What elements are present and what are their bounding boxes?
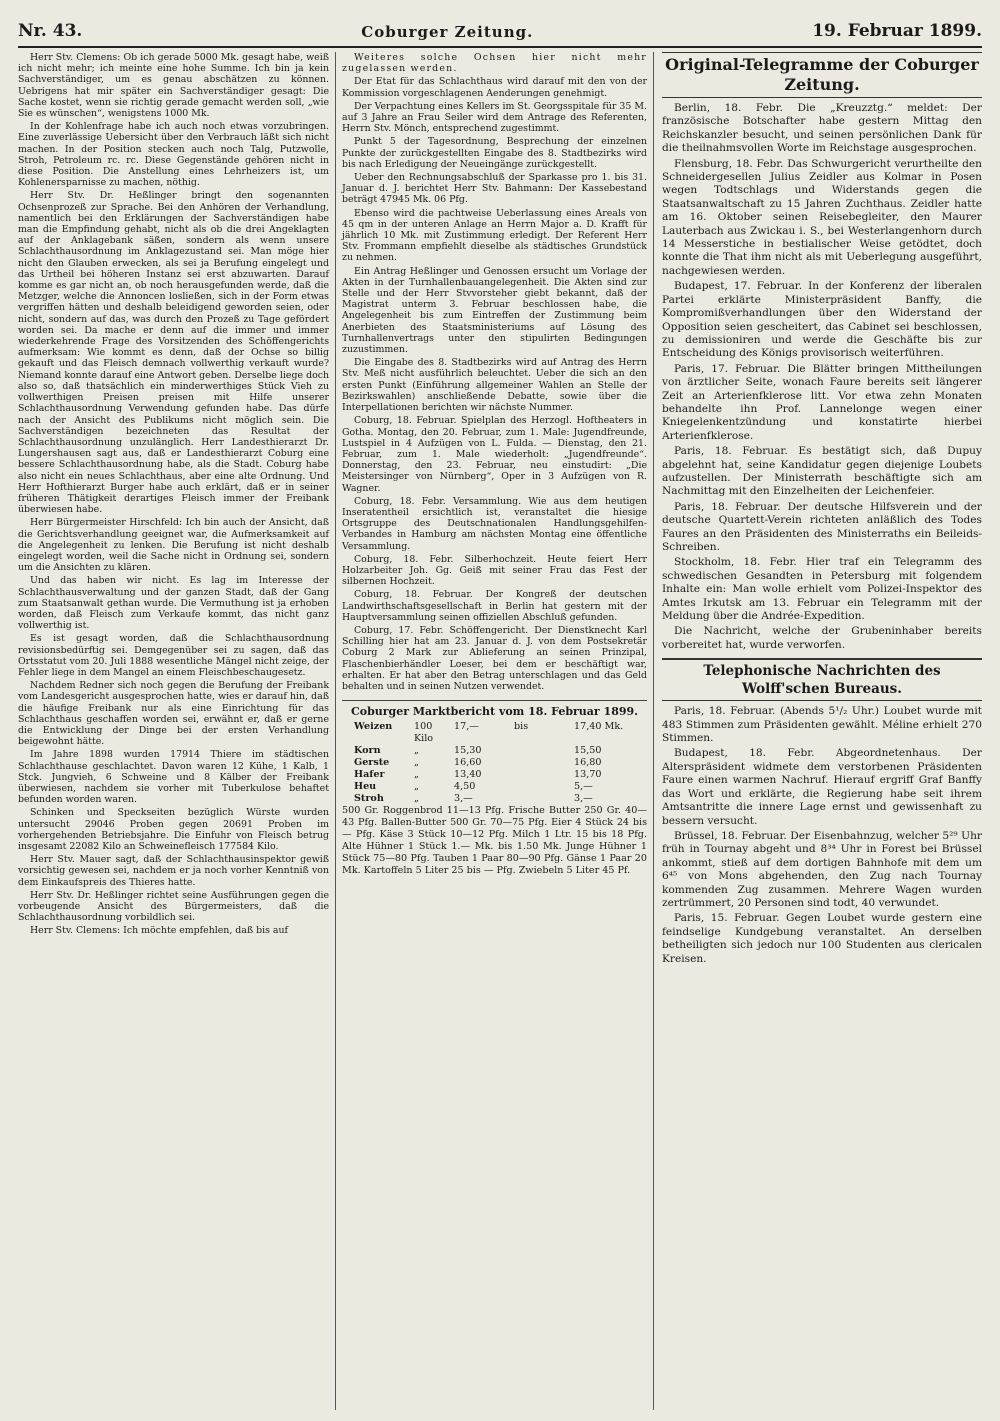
article-paragraph: Herr Stv. Clemens: Ich möchte empfehlen, daß bis auf (30, 925, 288, 937)
market-cell: „ (414, 745, 419, 757)
market-cell: 100 Kilo (414, 721, 434, 745)
market-row (342, 757, 647, 769)
market-cell (514, 793, 574, 805)
market-cell: „ (414, 757, 419, 769)
phone-news-item: Paris, 15. Februar. Gegen Loubet wurde gestern eine feindselige Kundgebung veranstaltet. An derselben betheiligten sich jedoch nur 100 Studenten aus clericalen Kreisen. (662, 912, 982, 965)
phone-news-item: Budapest, 18. Febr. Abgeordnetenhaus. Der Alterspräsident widmete dem verstorbenen Präsidenten Faure einen warmen Nachruf. Hierauf ergriff Graf Banffy das Wort und erklärte, die Regierung habe seit ihrem Amtsantritte die innere Lage ernst und gewissenhaft zu bessern versucht. (662, 747, 982, 827)
telegram-item: Budapest, 17. Februar. In der Konferenz der liberalen Partei erklärte Ministerpräsident Banffy, die Kompromißverhandlungen über den Widerstand der Opposition seien gescheitert, das Cabinet sei beschlossen, zu demissioniren und werde die Geschäfte bis zur Entscheidung des Königs provisorisch weiterführen. (662, 280, 982, 360)
telegram-item: Paris, 18. Februar. Es bestätigt sich, daß Dupuy abgelehnt hat, seine Kandidatur gegen diejenige Loubets aufzustellen. Der Ministerrath beschäftigte sich am Nachmittag mit den Einzelheiten der Leichenfeier. (662, 445, 982, 498)
market-report-title: Coburger Marktbericht vom 18. Februar 1899. (350, 705, 638, 719)
market-cell: 3,— (454, 793, 473, 805)
market-cell: Gerste (354, 757, 390, 769)
market-cell: 15,30 (454, 745, 482, 757)
article-paragraph: Es ist gesagt worden, daß die Schlachthausordnung revisionsbedürftig sei. Demgegenüber sei zu sagen, daß das Ortsstatut vom 20. Juli 1888 wesentliche Mängel nicht zeige, der Fehler liege in dem Mangel an einem Fleischbeschaugesetz. (18, 633, 329, 678)
article-paragraph: Und das haben wir nicht. Es lag im Interesse der Schlachthausverwaltung und der ganzen Stadt, daß der Gang zum Staatsanwalt gethan wurde. Die Vermuthung ist ja erhoben worden, daß Fleisch zum Verkaufe kommt, das nicht ganz vollwerthig ist. (18, 575, 329, 632)
market-cell (514, 757, 574, 769)
telegram-item: Flensburg, 18. Febr. Das Schwurgericht verurtheilte den Schneidergesellen Julius Zeidler aus Kolmar in Posen wegen Todtschlags und Widerstands gegen die Staatsanwaltschaft zu 15 Jahren Zuchthaus. Zeidler hatte am 16. Oktober seinen Reisebegleiter, den Maurer Lauterbach aus Zwickau i. S., bei Westerlangenhorn durch 14 Messerstiche in bestialischer Weise getödtet, doch konnte die That ihm nicht als mit Ueberlegung ausgeführt, nachgewiesen werden. (662, 157, 982, 277)
column-1 (18, 52, 336, 1410)
telegram-item: Paris, 18. Februar. Der deutsche Hilfsverein und der deutsche Quartett-Verein richteten anläßlich des Todes Faures an den Präsidenten des Ministerraths ein Beileids-Schreiben. (662, 500, 982, 553)
issue-date: 19. Februar 1899. (812, 21, 982, 41)
article-paragraph: Herr Stv. Dr. Heßlinger bringt den sogenannten Ochsenprozeß zur Sprache. Bei den Anhören der Verhandlung, namentlich bei den Erklärungen der Sachverständigen habe man die Empfindung gehabt, nicht als ob die drei Angeklagten auf der Anklagebank säßen, sondern als wenn unsere Schlachthausordnung im Anklagezustand sei. Man möge hier nicht den Glauben erwecken, als sei ja Berufung eingelegt und das Urtheil bei höheren Instanz sei erst abzuwarten. Darauf komme es gar nicht an, ob noch herausgefunden werde, daß die Metzger, welche die Annoncen losließen, sich in der Form etwas vergriffen hätten und deshalb beleidigend geworden seien, oder nicht, sondern auf das, was durch den Prozeß zu Tage gefördert worden sei. Da mache er denn auf die immer und immer wiederkehrende Frage des Vorsitzenden des Schöffengerichts aufmerksam: Wie kommt es denn, daß der Ochse so billig gekauft und das Fleisch demnach vollwerthig verkauft wurde? Niemand konnte darauf eine Antwort geben. Derselbe liege doch also so, daß thatsächlich ein minderwerthiges Stück Vieh zu vollwerthigen Preisen preisen mit Hilfe unserer Schlachthausordnung Verwendung gefunden habe. Das dürfe nach der Ansicht des Publikums nicht möglich sein. Die Sachverständigen bezeichneten das Resultat der Schlachthausordnung unzulänglich. Herr Landesthierarzt Dr. Lungershausen sagt aus, daß er Landesthierarzt Coburg eine bessere Schlachthausordnung habe, als die Stadt. Coburg habe also nicht ein neues Schlachthaus, aber eine alte Ordnung. Und Herr Hofthierarzt Burger habe auch erklärt, daß er in seiner früheren Thätigkeit derartiges Fleisch immer der Freibank überwiesen habe. (18, 190, 329, 516)
market-cell: 15,50 (574, 745, 602, 757)
article-paragraph: Coburg, 18. Febr. Silberhochzeit. Heute feiert Herr Holzarbeiter Joh. Gg. Geiß mit seiner Frau das Fest der silbernen Hochzeit. (342, 553, 647, 588)
article-paragraph: Ebenso wird die pachtweise Ueberlassung eines Areals von 45 qm in der unteren Anlage an Herrn Major a. D. Krafft für jährlich 10 Mk. mit Zustimmung erledigt. Der Referent Herr Stv. Frommann empfiehlt dieselbe als städtisches Grundstück zu nehmen. (342, 207, 647, 264)
market-cell: 5,— (574, 781, 593, 793)
issue-number: Nr. 43. (18, 21, 83, 41)
market-cell: Hafer (354, 769, 385, 781)
article-paragraph: Die Eingabe des 8. Stadtbezirks wird auf Antrag des Herrn Stv. Meß nicht ausführlich beleuchtet. Ueber die sich an den ersten Punkt (Einführung allgemeiner Wahlen an Stelle der Bezirkswahlen) anschließende Debatte, sowie über die Interpellationen berichten wir nächste Nummer. (342, 357, 647, 414)
masthead (18, 10, 982, 48)
market-footer: 500 Gr. Roggenbrod 11—13 Pfg. Frische Butter 250 Gr. 40—43 Pfg. Ballen-Butter 500 Gr. 70—75 Pfg. Eier 4 Stück 24 bis — Pfg. Käse 3 Stück 10—12 Pfg. Milch 1 Ltr. 15 bis 18 Pfg. Alte Hühner 1 Stück 1.— Mk. bis 1.50 Mk. Junge Hühner 1 Stück 75—80 Pfg. Tauben 1 Paar 80—90 Pfg. Gänse 1 Paar 20 Mk. Kartoffeln 5 Liter 25 bis — Pfg. Zwiebeln 5 Liter 45 Pf. (342, 805, 647, 877)
telegram-item: Die Nachricht, welche der Grubeninhaber bereits vorbereitet hat, wurde verworfen. (662, 625, 982, 651)
article-paragraph: Coburg, 17. Febr. Schöffengericht. Der Dienstknecht Karl Schilling hier hat am 23. Januar d. J. von dem Postsekretär Coburg 2 Mark zur Ablieferung an seinen Prinzipal, Flaschenbierhändler Loeser, bei dem er beschäftigt war, erhalten. Er hat aber den Betrag unterschlagen und das Geld behalten und in seinen Nutzen verwendet. (342, 624, 647, 692)
article-paragraph: Herr Stv. Mauer sagt, daß der Schlachthausinspektor gewiß vorsichtig gewesen sei, nachdem er ja noch vorher Kenntniß von dem Einkaufspreis des Thieres hatte. (18, 854, 329, 888)
telegram-item: Berlin, 18. Febr. Die „Kreuzztg.“ meldet: Der französische Botschafter habe gestern Mittag den Reichskanzler besucht, und seinen persönlichen Dank für die theilnahmsvollen Worte im Reichstage ausgesprochen. (662, 102, 982, 155)
article-paragraph: Ueber den Rechnungsabschluß der Sparkasse pro 1. bis 31. Januar d. J. berichtet Herr Stv. Bahmann: Der Kassebestand beträgt 47945 Mk. 06 Pfg. (342, 172, 647, 206)
market-cell (514, 769, 574, 781)
article-paragraph: Coburg, 18. Februar. Spielplan des Herzogl. Hoftheaters in Gotha. Montag, den 20. Februar, zum 1. Male: Jugendfreunde, Lustspiel in 4 Aufzügen von L. Fulda. — Dienstag, den 21. Februar, zum 1. Male wiederholt: „Jugendfreunde“. Donnerstag, den 23. Februar, neu einstudirt: „Die Meistersinger von Nürnberg“, Oper in 3 Aufzügen von R. Wagner. (342, 415, 647, 494)
market-cell: 13,70 (574, 769, 602, 781)
market-cell (514, 745, 574, 757)
article-paragraph: Im Jahre 1898 wurden 17914 Thiere im städtischen Schlachthause geschlachtet. Davon waren 12 Kühe, 1 Kalb, 1 Stck. Jungvieh, 6 Schweine und 8 Kälber der Freibank überwiesen, nachdem sie vorher mit Tuberkulose behaftet befunden worden waren. (18, 749, 329, 806)
column-2 (336, 52, 654, 1410)
market-cell: Weizen (354, 721, 393, 733)
phone-news-heading: Telephonische Nachrichten des Wolff'schen Bureaus. (662, 658, 982, 701)
market-cell: 17,— (454, 721, 479, 733)
market-row (342, 721, 647, 745)
market-row (342, 781, 647, 793)
market-report (342, 700, 647, 877)
market-cell: Korn (354, 745, 381, 757)
market-cell: Heu (354, 781, 377, 793)
article-paragraph: Der Verpachtung eines Kellers im St. Georgsspitale für 35 M. auf 3 Jahre an Frau Seiler wird dem Antrage des Referenten, Herrn Stv. Mönch, entsprechend zugestimmt. (342, 100, 647, 135)
market-cell: bis (514, 721, 529, 733)
article-paragraph: Herr Stv. Dr. Heßlinger richtet seine Ausführungen gegen die vorbeugende Ansicht des Bürgermeisters, daß die Schlachthausordnung vorbildlich sei. (18, 889, 329, 924)
market-cell: 16,60 (454, 757, 482, 769)
phone-news-item: Paris, 18. Februar. (Abends 5¹/₂ Uhr.) Loubet wurde mit 483 Stimmen zum Präsidenten gewählt. Méline erhielt 270 Stimmen. (662, 705, 982, 745)
article-paragraph: In der Kohlenfrage habe ich auch noch etwas vorzubringen. Eine zuverlässige Uebersicht über den Verbrauch läßt sich nicht machen. In der Position stecken auch noch Talg, Putzwolle, Stroh, Petroleum rc. rc. Diese Gegenstände gehören nicht in diese Position. Die Anstellung eines Lehrheizers ist, um Kohlenersparnisse zu machen, nöthig. (18, 121, 329, 189)
article-paragraph: Punkt 5 der Tagesordnung, Besprechung der einzelnen Punkte der zurückgestellten Eingabe des 8. Stadtbezirks wird bis nach Erledigung der Neueingänge zurückgestellt. (342, 136, 647, 170)
article-paragraph: Coburg, 18. Febr. Versammlung. Wie aus dem heutigen Inseratentheil ersichtlich ist, veranstaltet die hiesige Ortsgruppe des Deutschnationalen Handlungsgehilfen-Verbandes in Hamburg am nächsten Montag eine öffentliche Versammlung. (342, 495, 647, 552)
market-row (342, 745, 647, 757)
article-paragraph: Weiteres solche Ochsen hier nicht mehr zugelassen werden. (342, 52, 647, 75)
market-cell: „ (414, 781, 419, 793)
article-paragraph: Der Etat für das Schlachthaus wird darauf mit den von der Kommission vorgeschlagenen Aenderungen genehmigt. (342, 76, 647, 99)
market-cell: 4,50 (454, 781, 476, 793)
article-paragraph: Coburg, 18. Februar. Der Kongreß der deutschen Landwirthschaftsgesellschaft in Berlin hat gestern mit der Hauptversammlung seinen offiziellen Abschluß gefunden. (342, 589, 647, 623)
market-cell (514, 781, 574, 793)
market-row (342, 769, 647, 781)
market-cell: „ (414, 769, 419, 781)
market-cell: Stroh (354, 793, 384, 805)
telegrams-heading: Original-Telegramme der Coburger Zeitung. (662, 52, 982, 98)
column-3 (654, 52, 982, 1410)
article-paragraph: Herr Stv. Clemens: Ob ich gerade 5000 Mk. gesagt habe, weiß ich nicht mehr; ich meinte eine hohe Summe. Ich bin ja kein Sachverständiger, um es genau abschätzen zu können. Uebrigens hat mir später ein Sachverständiger gesagt: Die Sache kostet, wenn sie richtig gerade gemacht werden soll, „wie Sie es wünschen“, wenigstens 1000 Mk. (18, 52, 329, 120)
columns (18, 52, 982, 1410)
article-paragraph: Ein Antrag Heßlinger und Genossen ersucht um Vorlage der Akten in der Turnhallenbauangelegenheit. Die Akten sind zur Stelle und der Herr Stvvorsteher giebt bekannt, daß der Magistrat unterm 3. Februar beschlossen habe, die Angelegenheit bis zum Eintreffen der Zustimmung beim Anerbieten des Staatsministeriums auf Lösung des Turnhallenvertrags unter den stipulirten Bedingungen zuzustimmen. (342, 265, 647, 356)
telegram-item: Paris, 17. Februar. Die Blätter bringen Mittheilungen von ärztlicher Seite, wonach Faure bereits seit längerer Zeit an Arterienfklerose litt. Vor etwa zehn Monaten behandelte ihn Prof. Lannelonge wegen einer Kniegelenkentzündung und konstatirte hierbei Arterienfklerose. (662, 362, 982, 442)
market-cell: „ (414, 793, 419, 805)
market-cell: 13,40 (454, 769, 482, 781)
market-cell: 16,80 (574, 757, 602, 769)
telegram-item: Stockholm, 18. Febr. Hier traf ein Telegramm des schwedischen Gesandten in Petersburg mit folgendem Inhalte ein: Man wolle erhielt vom Polizei-Inspektor des Amtes Irkutsk am 13. Februar ein Telegramm mit der Meldung über die Andrée-Expedition. (662, 556, 982, 623)
market-cell: 17,40 Mk. (574, 721, 624, 733)
article-paragraph: Nachdem Redner sich noch gegen die Berufung der Freibank vom Landesgericht ausgesprochen hatte, wies er darauf hin, daß die häufige Freibank nur als eine Einrichtung für das Schlachthaus geschaffen worden sei, erwähnt er, daß er gerne die Entwicklung der Dinge bei der ersten Verhandlung beigewohnt hätte. (18, 680, 329, 748)
phone-news-item: Brüssel, 18. Februar. Der Eisenbahnzug, welcher 5²⁹ Uhr früh in Tournay abgeht und 8³⁴ Uhr in Forest bei Brüssel ankommt, stieß auf dem dortigen Bahnhofe mit dem um 6⁴⁵ von Mons abgehenden, den Zug nach Tournay kommenden Zug zusammen. Mehrere Wagen wurden zertrümmert, 20 Personen sind todt, 40 verwundet. (662, 829, 982, 909)
market-row (342, 793, 647, 805)
article-paragraph: Schinken und Speckseiten bezüglich Würste wurden untersucht 29046 Proben gegen 20691 Proben im vorhergehenden Betriebsjahre. Die Einfuhr von Fleisch betrug insgesamt 22082 Kilo an Schweinefleisch 177584 Kilo. (18, 807, 329, 853)
market-cell: 3,— (574, 793, 593, 805)
newspaper-title: Coburger Zeitung. (361, 23, 534, 41)
article-paragraph: Herr Bürgermeister Hirschfeld: Ich bin auch der Ansicht, daß die Gerichtsverhandlung geeignet war, die Aufmerksamkeit auf die Angelegenheit zu lenken. Die Berufung ist nicht deshalb eingelegt worden, weil die Sache nicht in Ordnung sei, sondern um die Ansichten zu klären. (18, 517, 329, 574)
